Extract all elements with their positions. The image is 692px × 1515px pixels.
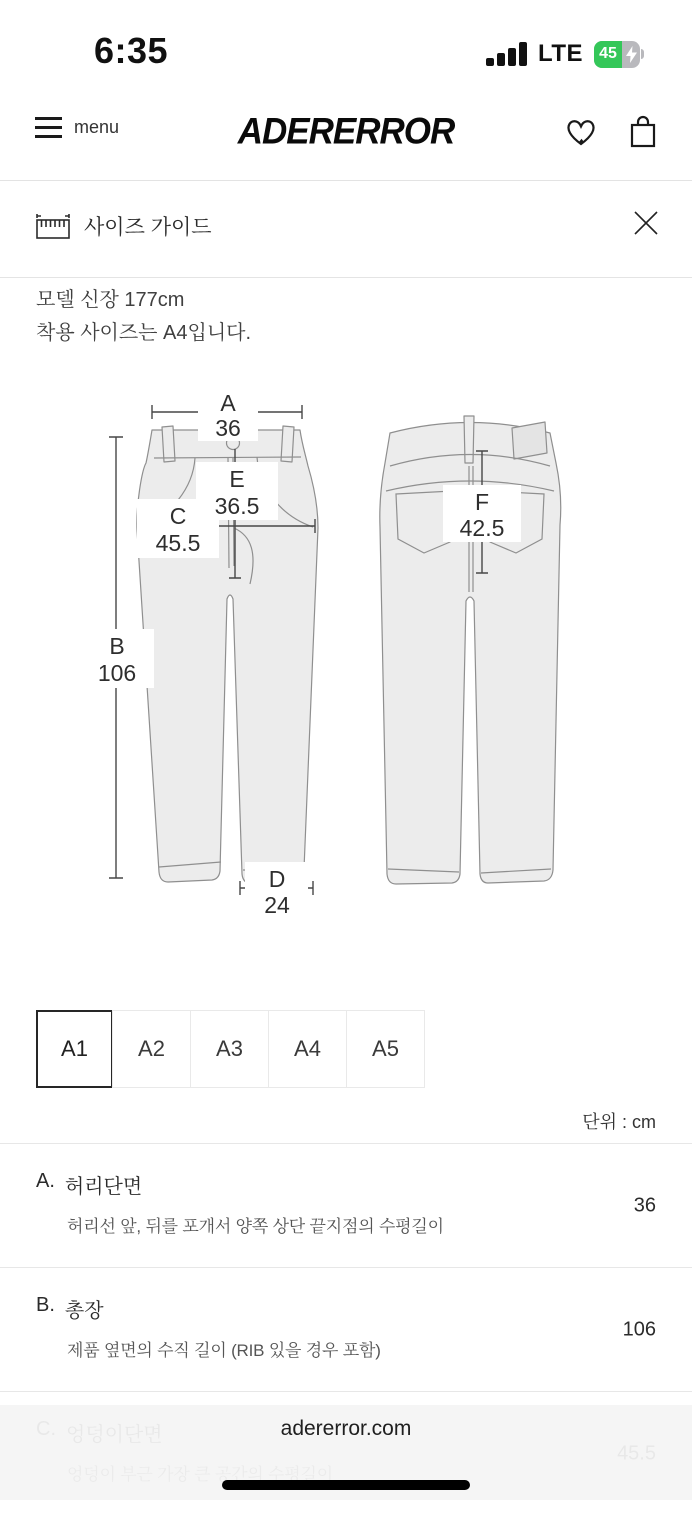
dim-e-letter: E bbox=[229, 466, 245, 492]
table-row bbox=[0, 1267, 692, 1391]
signal-strength-icon bbox=[486, 42, 527, 66]
dim-a-letter: A bbox=[220, 390, 236, 416]
row-name: 총장 bbox=[64, 1300, 104, 1322]
status-bar bbox=[0, 0, 692, 90]
model-height-text: 모델 신장 177cm bbox=[36, 289, 185, 311]
status-time: 6:35 bbox=[94, 30, 169, 71]
dim-f-value: 42.5 bbox=[459, 515, 505, 541]
row-description: 허리선 앞, 뒤를 포개서 양쪽 상단 끝지점의 수평길이 bbox=[67, 1217, 444, 1236]
app-header bbox=[0, 90, 692, 181]
dim-e-value: 36.5 bbox=[214, 493, 260, 519]
dim-a-value: 36 bbox=[215, 415, 241, 441]
size-selector bbox=[36, 1010, 425, 1088]
size-option-a4[interactable]: A4 bbox=[268, 1010, 347, 1088]
dim-b-value: 106 bbox=[97, 660, 137, 686]
dim-c-letter: C bbox=[169, 503, 187, 529]
size-guide-title: 사이즈 가이드 bbox=[84, 216, 212, 239]
size-option-a3[interactable]: A3 bbox=[190, 1010, 269, 1088]
brand-logo[interactable]: ADERERROR bbox=[237, 111, 455, 152]
row-code: B. bbox=[36, 1294, 55, 1316]
cart-bag-icon[interactable] bbox=[628, 115, 658, 149]
dim-f-letter: F bbox=[474, 489, 490, 515]
battery-percent: 45 bbox=[594, 41, 622, 68]
table-row bbox=[0, 1143, 692, 1267]
unit-label: 단위 : cm bbox=[582, 1112, 656, 1132]
battery-nub bbox=[641, 49, 644, 59]
model-size-text: 착용 사이즈는 A4입니다. bbox=[36, 322, 252, 344]
dim-d-letter: D bbox=[268, 866, 286, 892]
battery-icon bbox=[594, 41, 640, 68]
url-label[interactable]: adererror.com bbox=[280, 1417, 412, 1440]
size-option-a2[interactable]: A2 bbox=[112, 1010, 191, 1088]
row-value: 36 bbox=[633, 1194, 656, 1216]
size-guide-header bbox=[0, 181, 692, 278]
home-indicator[interactable] bbox=[222, 1480, 470, 1490]
size-option-a5[interactable]: A5 bbox=[346, 1010, 425, 1088]
model-info bbox=[36, 284, 251, 350]
network-type-label: LTE bbox=[537, 40, 583, 67]
dim-c-value: 45.5 bbox=[155, 530, 201, 556]
menu-label: menu bbox=[74, 117, 120, 137]
wishlist-heart-icon[interactable] bbox=[564, 116, 598, 148]
browser-bottom-bar bbox=[0, 1405, 692, 1500]
row-code: A. bbox=[36, 1170, 55, 1192]
dim-d-value: 24 bbox=[264, 892, 290, 918]
row-name: 허리단면 bbox=[64, 1176, 143, 1198]
close-icon[interactable] bbox=[632, 209, 660, 237]
row-description: 제품 옆면의 수직 길이 (RIB 있을 경우 포함) bbox=[67, 1341, 381, 1360]
charging-bolt-icon bbox=[622, 41, 640, 68]
dim-b-letter: B bbox=[109, 633, 125, 659]
measurement-diagram bbox=[0, 370, 692, 950]
ruler-icon bbox=[36, 213, 70, 240]
row-value: 106 bbox=[622, 1318, 656, 1340]
size-option-a1[interactable]: A1 bbox=[36, 1010, 113, 1088]
